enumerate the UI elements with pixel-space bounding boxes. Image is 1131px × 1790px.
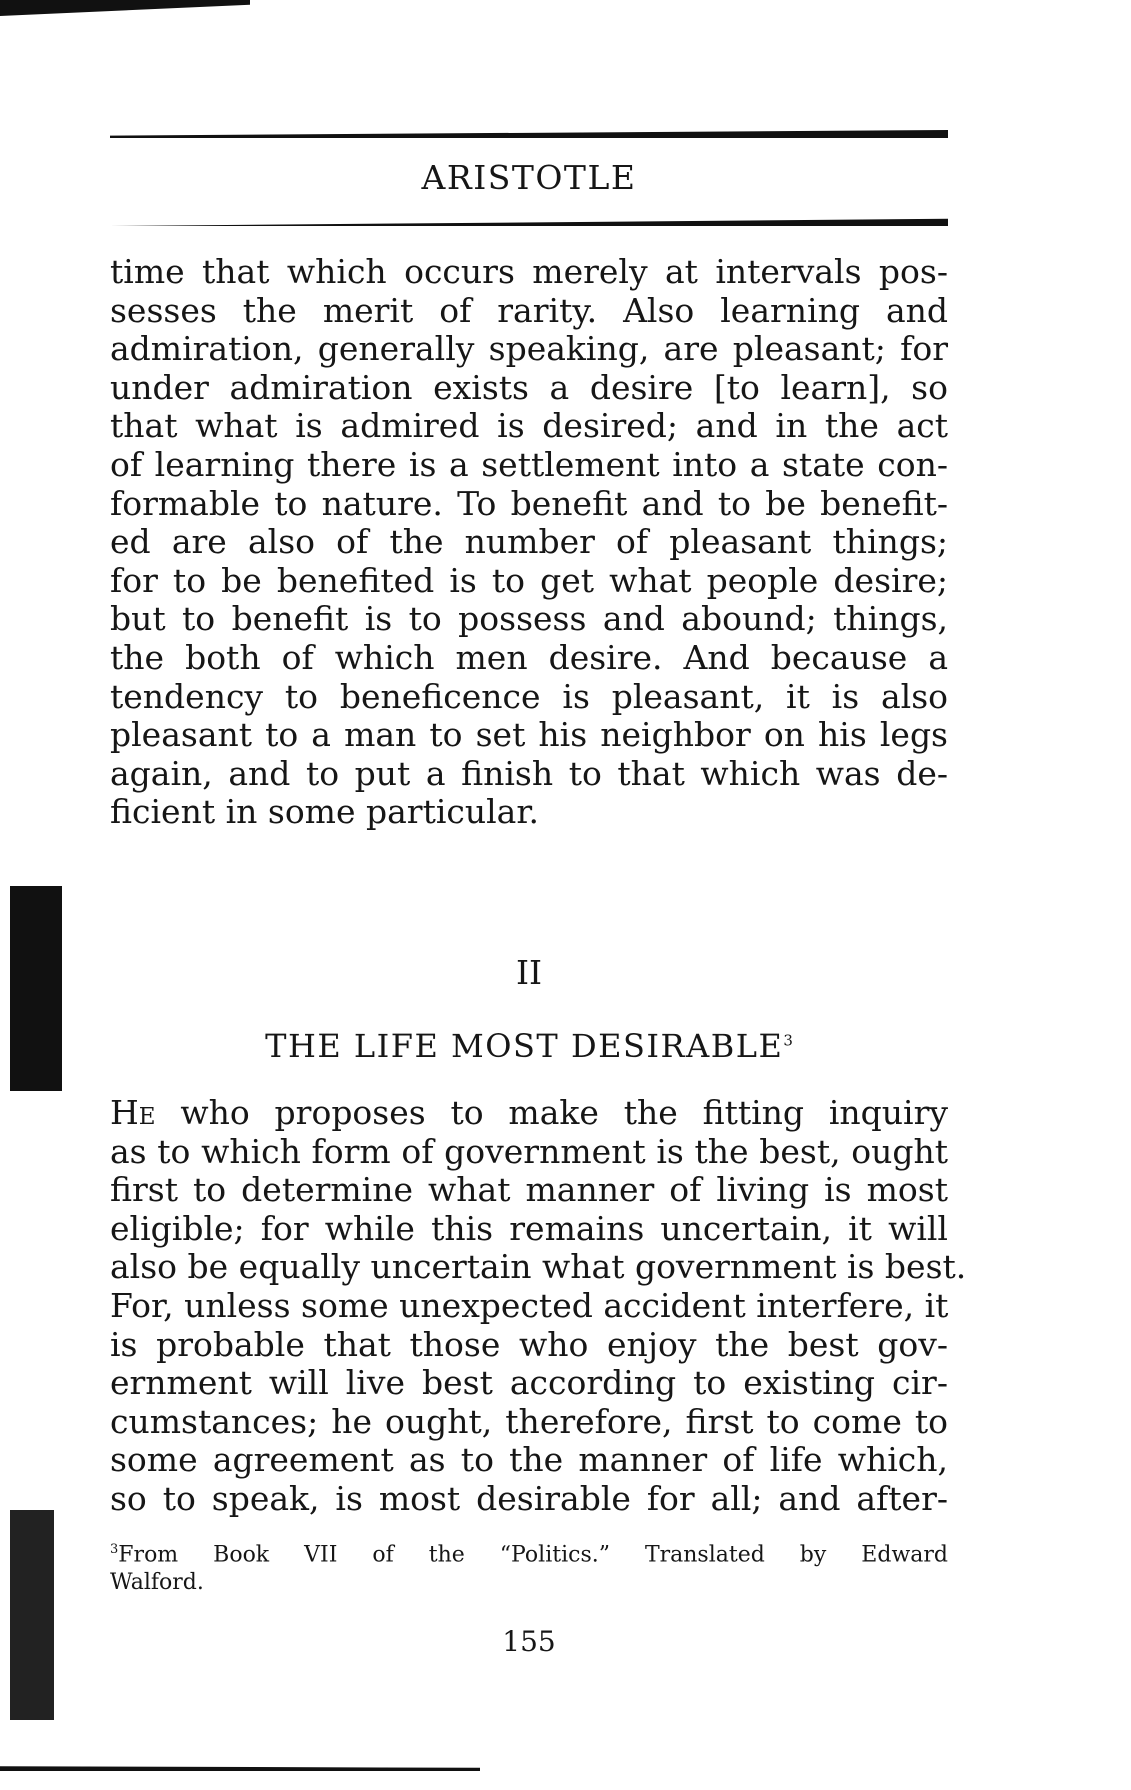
text-line: For, unless some unexpected accident interfere, it <box>110 1285 949 1325</box>
opening-word: He <box>110 1093 156 1132</box>
section-title <box>110 1027 948 1065</box>
scan-edge-mark <box>10 1510 54 1720</box>
first-line-rest: who proposes to make the fitting inquiry <box>155 1093 948 1132</box>
text-line: first to determine what manner of living is most <box>110 1170 948 1210</box>
text-line: cumstances; he ought, therefore, first to come to <box>110 1401 948 1441</box>
text-line: is probable that those who enjoy the best gov- <box>110 1324 948 1364</box>
text-line: again, and to put a finish to that which was de- <box>110 753 948 793</box>
section-number: II <box>515 953 543 992</box>
continuation-paragraph <box>110 253 948 832</box>
header-rule-bottom <box>110 218 948 226</box>
header-rule-top <box>110 130 948 138</box>
scan-edge-mark <box>0 0 250 16</box>
text-line: ficient in some particular. <box>110 792 539 832</box>
text-line: the both of which men desire. And because a <box>110 637 948 677</box>
text-line: some agreement as to the manner of life which, <box>110 1440 948 1480</box>
text-line: of learning there is a settlement into a state con- <box>110 444 948 484</box>
text-line: but to benefit is to possess and abound; things, <box>110 599 948 639</box>
section-title-text: THE LIFE MOST DESIRABLE <box>265 1027 784 1065</box>
text-line: formable to nature. To benefit and to be benefit- <box>110 483 948 523</box>
text-line: that what is admired is desired; and in the act <box>110 406 948 446</box>
running-head: ARISTOTLE <box>421 158 637 197</box>
text-line: time that which occurs merely at intervals pos- <box>110 252 948 291</box>
text-line: tendency to beneficence is pleasant, it is also <box>110 676 948 716</box>
footnote-reference: 3 <box>783 1031 793 1050</box>
footnote-text: From Book VII of the “Politics.” Translated by Edward <box>118 1542 948 1568</box>
footnote-number: 3 <box>110 1542 119 1557</box>
text-line: sesses the merit of rarity. Also learning and <box>110 290 948 330</box>
text-line: pleasant to a man to set his neighbor on his legs <box>110 715 948 755</box>
footnote-line: Walford. <box>110 1570 204 1596</box>
scan-edge-mark <box>0 1763 480 1771</box>
text-line: for to be benefited is to get what people desire; <box>110 560 948 600</box>
section-paragraph <box>110 1093 967 1519</box>
text-line: ernment will live best according to existing cir- <box>110 1363 948 1403</box>
text-line: under admiration exists a desire [to learn], so <box>110 367 948 407</box>
page-number: 155 <box>502 1625 556 1658</box>
text-line: so to speak, is most desirable for all; and after- <box>110 1478 948 1518</box>
text-line: also be equally uncertain what government is best. <box>110 1247 967 1287</box>
footnote-line <box>110 1536 948 1569</box>
text-line: admiration, generally speaking, are pleasant; for <box>110 329 948 369</box>
text-line-first <box>110 1094 948 1133</box>
text-line: eligible; for while this remains uncertain, it will <box>110 1208 948 1248</box>
text-line: as to which form of government is the best, ought <box>110 1131 948 1171</box>
scan-edge-mark <box>10 886 62 1091</box>
text-line: ed are also of the number of pleasant things; <box>110 522 948 562</box>
footnote <box>110 1536 948 1597</box>
